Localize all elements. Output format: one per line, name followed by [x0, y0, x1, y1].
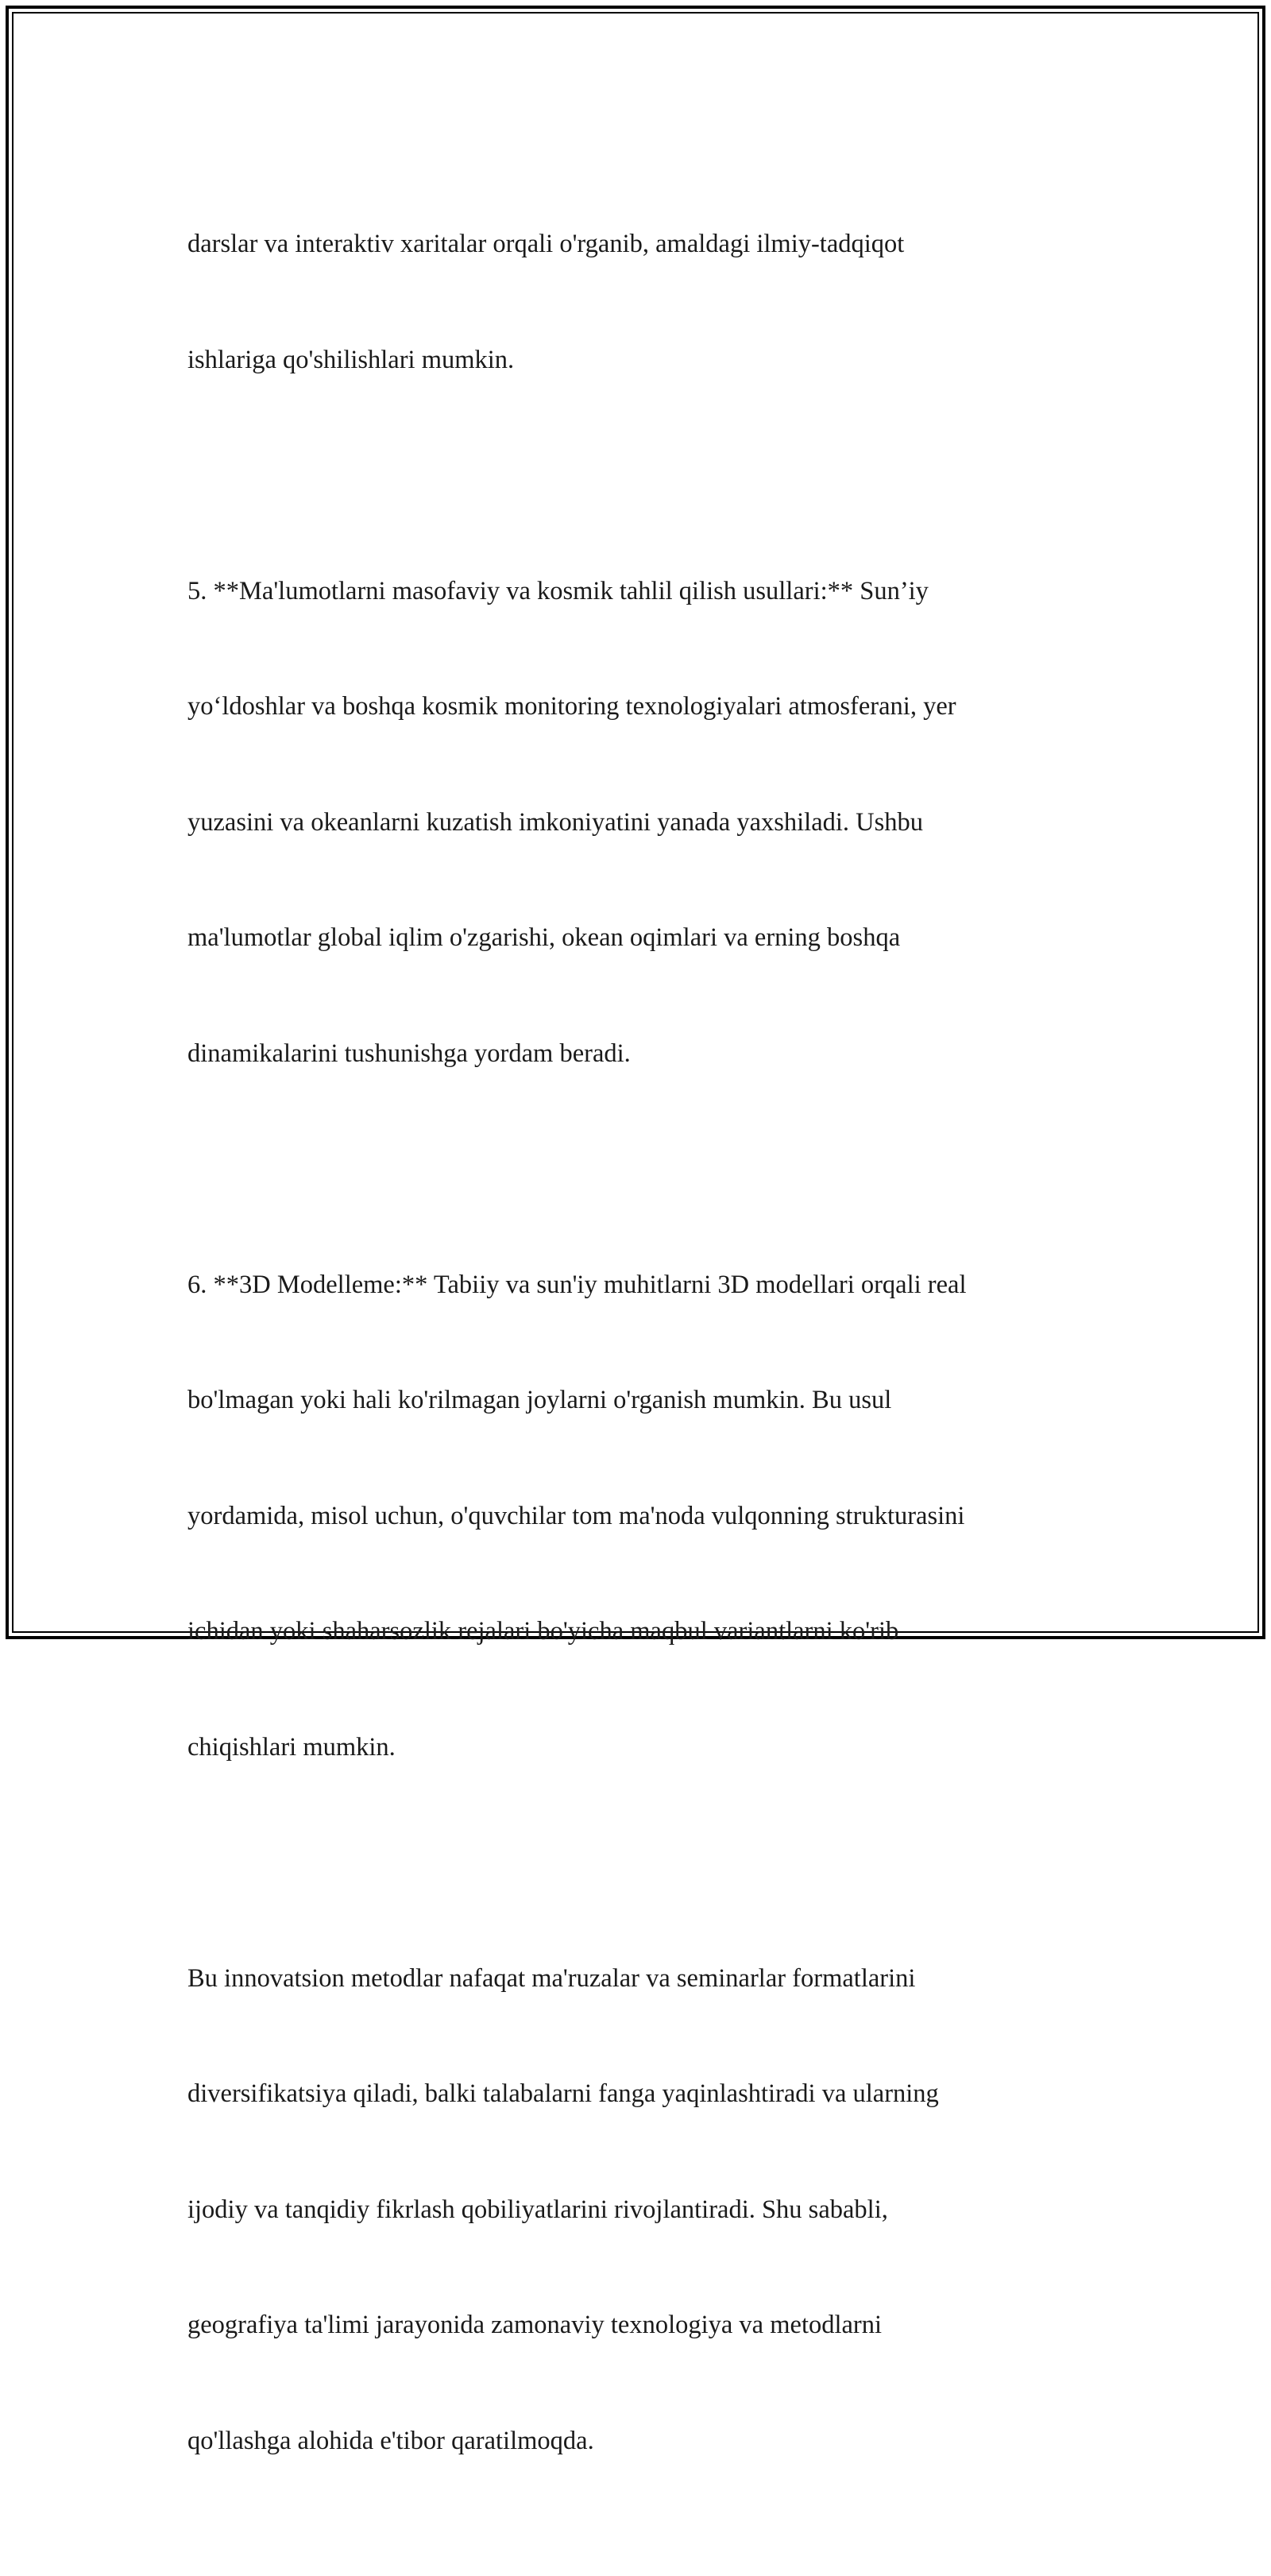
- text-line: yuzasini va okeanlarni kuzatish imkoniyatini yanada yaxshiladi. Ushbu: [187, 807, 924, 837]
- text-line: chiqishlari mumkin.: [187, 1732, 396, 1762]
- text-line: qo'llashga alohida e'tibor qaratilmoqda.: [187, 2426, 594, 2455]
- text-line: Bu innovatsion metodlar nafaqat ma'ruzalar va seminarlar formatlarini: [187, 1963, 916, 1993]
- text-line: ijodiy va tanqidiy fikrlash qobiliyatlarini rivojlantiradi. Shu sababli,: [187, 2195, 888, 2224]
- text-line: yordamida, misol uchun, o'quvchilar tom ma'noda vulqonning strukturasini: [187, 1501, 965, 1530]
- text-line: ma'lumotlar global iqlim o'zgarishi, okean oqimlari va erning boshqa: [187, 923, 901, 952]
- text-line: 6. **3D Modelleme:** Tabiiy va sun'iy muhitlarni 3D modellari orqali real: [187, 1270, 967, 1299]
- text-line: darslar va interaktiv xaritalar orqali o'rganib, amaldagi ilmiy-tadqiqot: [187, 230, 905, 258]
- paragraph-conclusion: [187, 1882, 1109, 2538]
- text-line: ishlariga qo'shilishlari mumkin.: [187, 345, 515, 374]
- text-line: geografiya ta'limi jarayonida zamonaviy texnologiya va metodlarni: [187, 2311, 883, 2339]
- document-body: [187, 148, 1109, 2576]
- text-line: diversifikatsiya qiladi, balki talabalarni fanga yaqinlashtiradi va ularning: [187, 2079, 939, 2108]
- text-line: bo'lmagan yoki hali ko'rilmagan joylarni o'rganish mumkin. Bu usul: [187, 1386, 892, 1414]
- paragraph-item-5: [187, 495, 1109, 1151]
- text-line: dinamikalarini tushunishga yordam beradi.: [187, 1039, 631, 1068]
- paragraph-intro-continuation: [187, 148, 1109, 456]
- paragraph-item-6: [187, 1189, 1109, 1844]
- text-line: 5. **Ma'lumotlarni masofaviy va kosmik tahlil qilish usullari:** Sun’iy: [187, 576, 929, 605]
- text-line: ichidan yoki shaharsozlik rejalari bo'yicha maqbul variantlarni ko'rib: [187, 1617, 899, 1646]
- text-line: yo‘ldoshlar va boshqa kosmik monitoring texnologiyalari atmosferani, yer: [187, 692, 956, 721]
